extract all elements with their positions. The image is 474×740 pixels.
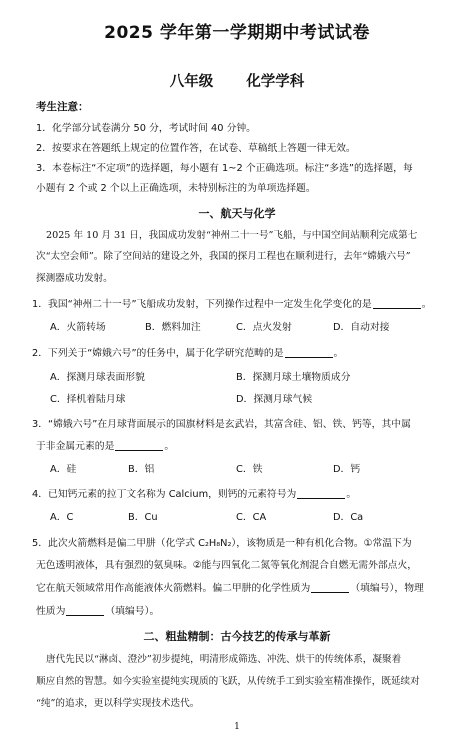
grade-label: 八年级: [169, 74, 214, 90]
option-c: C．CA: [236, 512, 267, 523]
option-a: A．C: [50, 512, 74, 523]
answer-blank[interactable]: [285, 346, 333, 358]
question-5-line2: 无色透明液体，具有强烈的氨臭味。②能与四氧化二氮等氧化剂混合自燃无需外部点火，: [36, 560, 418, 571]
section-heading: 一、航天与化学: [198, 207, 276, 220]
answer-blank[interactable]: [297, 487, 345, 499]
option-b: B．铝: [128, 464, 155, 475]
notes-heading: 考生注意：: [36, 101, 89, 113]
option-d: D．自动对接: [333, 322, 390, 333]
option-d: D．钙: [333, 464, 361, 475]
note-item: 小题有 2 个或 2 个以上正确选项，未特别标注的为单项选择题。: [36, 183, 316, 194]
question-stem: 4．已知钙元素的拉丁文名称为 Calcium，则钙的元素符号为: [32, 489, 297, 500]
question-stem: （填编号），物理: [350, 583, 424, 594]
intro-paragraph-line: 顺应自然的智慧。如今实验室提纯实现质的飞跃，从传统手工到实验室精准操作，既延续对: [36, 676, 420, 687]
option-c: C．择机着陆月球: [50, 394, 126, 405]
intro-paragraph-line: 唐代先民以“淋卤、澄沙”初步提纯，明清形成筛选、冲洗、烘干的传统体系，凝聚着: [46, 654, 402, 665]
option-b: B．探测月球土壤物质成分: [236, 372, 351, 383]
answer-blank[interactable]: [311, 581, 349, 593]
question-stem: 1．我国“神州二十一号”飞船成功发射，下列操作过程中一定发生化学变化的是: [32, 299, 372, 310]
question-1: 1．我国“神州二十一号”飞船成功发射，下列操作过程中一定发生化学变化的是 。: [32, 299, 432, 310]
option-d: D．探测月球气候: [236, 394, 313, 405]
option-a: A．火箭转场: [50, 322, 106, 333]
intro-paragraph-line: 探测器成功发射。: [36, 273, 113, 284]
page-title: 2025 学年第一学期期中考试试卷: [104, 23, 370, 43]
question-2: 2．下列关于“嫦娥六号”的任务中，属于化学研究范畴的是 。: [32, 348, 344, 359]
question-stem: 性质为: [36, 606, 66, 617]
page-number: 1: [234, 722, 240, 732]
intro-paragraph-line: 次“太空会师”。除了空间站的建设之外，我国的探月工程也在顺利进行，去年“嫦娥六号”: [36, 251, 411, 262]
intro-paragraph-line: 2025 年 10 月 31 日，我国成功发射“神州二十一号”飞船，与中国空间站顺利完成第七: [46, 230, 418, 241]
answer-blank[interactable]: [66, 604, 104, 616]
option-d: D．Ca: [333, 512, 364, 523]
question-3-line1: 3．“嫦娥六号”在月球背面展示的国旗材料是玄武岩，其富含硅、铝、铁、钙等，其中属: [32, 419, 411, 430]
grade-subject-line: [0, 70, 474, 91]
option-b: B．燃料加注: [145, 322, 201, 333]
question-5-line3: [36, 580, 424, 594]
question-stem: （填编号）。: [105, 606, 160, 617]
option-c: C．铁: [236, 464, 263, 475]
note-item: 2．按要求在答题纸上规定的位置作答，在试卷、草稿纸上答题一律无效。: [36, 143, 356, 154]
note-item: 3．本卷标注“不定项”的选择题，每小题有 1~2 个正确选项。标注“多选”的选择题，每: [36, 163, 413, 174]
question-5-line1: 5．此次火箭燃料是偏二甲肼（化学式 C₂H₈N₂），该物质是一种有机化合物。①常温下为: [32, 538, 412, 549]
intro-paragraph-line: “纯”的追求，更以科学实现技术迭代。: [36, 698, 200, 709]
option-a: A．探测月球表面形貌: [50, 372, 145, 383]
option-b: B．Cu: [128, 512, 158, 523]
question-4: 4．已知钙元素的拉丁文名称为 Calcium，则钙的元素符号为 。: [32, 489, 357, 500]
section-heading: 二、粗盐精制：古今技艺的传承与革新: [143, 630, 331, 643]
answer-blank[interactable]: [373, 297, 421, 309]
option-c: C．点火发射: [236, 322, 292, 333]
question-3-line2: 于非金属元素的是 。: [36, 441, 175, 452]
question-stem: 它在航天领域常用作高能液体火箭燃料。偏二甲肼的化学性质为: [36, 583, 311, 594]
subject-label: 化学学科: [246, 74, 305, 90]
answer-blank[interactable]: [115, 439, 163, 451]
question-stem: 于非金属元素的是: [36, 441, 115, 452]
note-item: 1．化学部分试卷满分 50 分，考试时间 40 分钟。: [36, 123, 256, 134]
option-a: A．硅: [50, 464, 77, 475]
question-stem: 2．下列关于“嫦娥六号”的任务中，属于化学研究范畴的是: [32, 348, 284, 359]
question-5-line4: [36, 603, 159, 617]
